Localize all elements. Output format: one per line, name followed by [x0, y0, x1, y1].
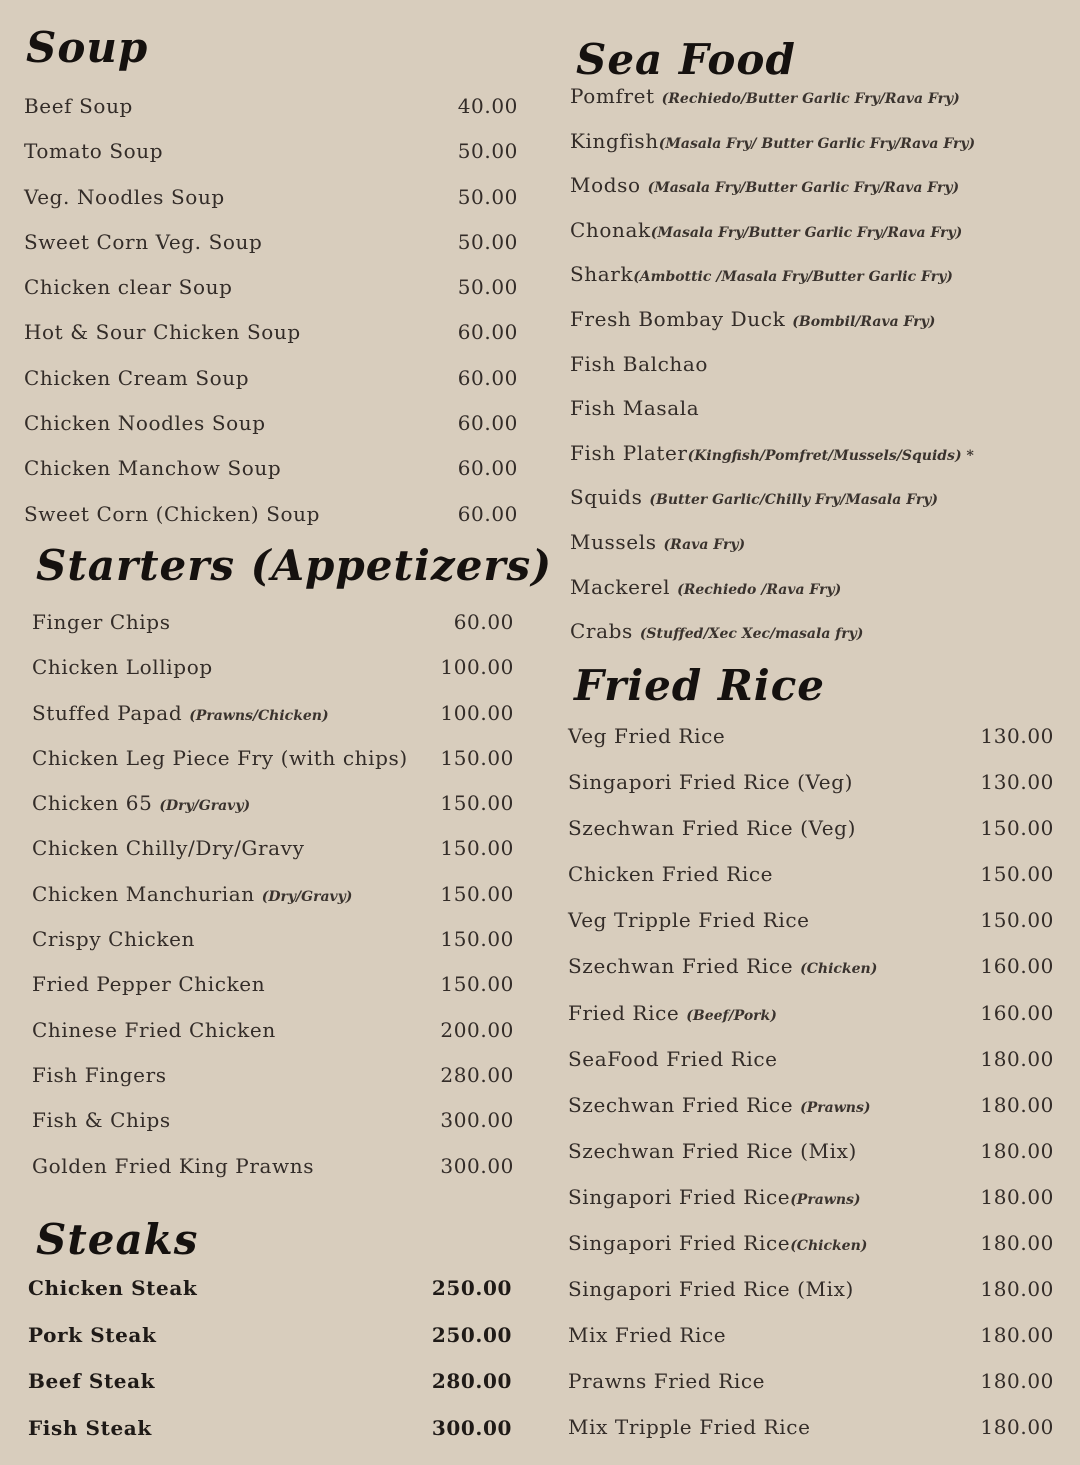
- menu-item-name: Pomfret: [570, 84, 662, 108]
- menu-item-name: Veg Tripple Fried Rice: [568, 908, 810, 933]
- menu-item-price: 60.00: [457, 456, 518, 481]
- menu-item-name: Szechwan Fried Rice: [568, 1092, 801, 1117]
- menu-item-label: [32, 972, 265, 996]
- menu-item-label: [568, 1277, 854, 1301]
- menu-item: [566, 1415, 1054, 1461]
- menu-item-name: Modso: [570, 173, 648, 198]
- menu-item-label: [32, 1154, 314, 1178]
- menu-item: [24, 1276, 524, 1323]
- menu-item-name: SeaFood Fried Rice: [568, 1046, 778, 1071]
- menu-item-note: (Chicken): [800, 961, 878, 978]
- menu-item-label: [32, 1018, 276, 1042]
- menu-item: [566, 1369, 1054, 1415]
- menu-item: [24, 701, 524, 746]
- menu-item-price: 60.00: [457, 365, 518, 390]
- menu-item: [24, 1063, 524, 1108]
- menu-item-label: [570, 173, 959, 197]
- menu-item-note: (Bombil/Rava Fry): [792, 313, 936, 330]
- menu-item-label: [568, 724, 725, 748]
- menu-item-name: Fish & Chips: [32, 1108, 171, 1133]
- menu-item-label: [28, 1369, 155, 1393]
- menu-item-note: (Rava Fry): [663, 536, 746, 553]
- menu-item: [24, 275, 524, 320]
- menu-item: [566, 441, 1054, 486]
- menu-item-name: Chicken Leg Piece Fry (with chips): [32, 745, 408, 770]
- menu-item-name: Chinese Fried Chicken: [32, 1017, 276, 1042]
- menu-item-note: (Rechiedo/Butter Garlic Fry/Rava Fry): [661, 91, 960, 107]
- menu-item-label: [24, 185, 225, 209]
- menu-item: [24, 610, 524, 655]
- menu-item-note: (Masala Fry/Butter Garlic Fry/Rava Fry): [647, 180, 960, 197]
- menu-item: [566, 173, 1054, 218]
- menu-item-name: Fried Pepper Chicken: [32, 972, 266, 997]
- menu-item-price: 40.00: [457, 94, 518, 118]
- menu-item: [566, 262, 1054, 307]
- menu-item-name: Chicken Chilly/Dry/Gravy: [32, 836, 305, 861]
- menu-item-price: 180.00: [980, 1046, 1054, 1071]
- menu-item: [566, 84, 1054, 129]
- menu-item-price: 60.00: [457, 411, 518, 436]
- menu-item-price: 150.00: [440, 972, 514, 997]
- menu-item-name: Fish Balchao: [570, 351, 709, 376]
- menu-item-name: Pork Steak: [28, 1322, 157, 1347]
- menu-item-label: [24, 230, 262, 254]
- menu-item: [24, 1018, 524, 1063]
- menu-item: [24, 791, 524, 836]
- menu-item-price: 150.00: [440, 927, 514, 952]
- menu-item: [566, 619, 1054, 664]
- menu-item: [24, 1369, 524, 1416]
- menu-item-price: 160.00: [980, 954, 1054, 979]
- seafood-section-title: Sea Food: [576, 35, 796, 84]
- menu-item-name: Tomato Soup: [24, 139, 164, 164]
- menu-item-label: [570, 530, 745, 554]
- menu-item-price: 180.00: [980, 1231, 1054, 1256]
- menu-item: [566, 530, 1054, 575]
- menu-item-name: Golden Fried King Prawns: [32, 1153, 315, 1178]
- menu-item: [566, 485, 1054, 530]
- menu-item-price: 160.00: [980, 1000, 1054, 1025]
- menu-item-name: Fried Rice: [568, 1000, 687, 1025]
- menu-item: [24, 746, 524, 791]
- menu-item-name: Shark: [570, 262, 634, 287]
- menu-item-label: [568, 1047, 778, 1071]
- menu-item-name: Chicken clear Soup: [24, 275, 233, 300]
- menu-item-label: [570, 262, 953, 286]
- menu-item: [566, 1001, 1054, 1047]
- menu-item-label: [568, 908, 810, 932]
- menu-item-name: Finger Chips: [32, 610, 171, 634]
- menu-item: [24, 94, 524, 139]
- menu-item-label: [28, 1276, 197, 1300]
- menu-item: [566, 862, 1054, 908]
- menu-item-name: Chonak: [570, 217, 651, 242]
- steaks-items: [24, 1276, 524, 1462]
- menu-item-label: [570, 485, 938, 509]
- menu-item-label: [32, 610, 171, 634]
- menu-item-note: (Prawns): [800, 1099, 871, 1116]
- menu-item: [566, 954, 1054, 1000]
- menu-item-price: 60.00: [457, 501, 518, 526]
- menu-item-price: 300.00: [431, 1415, 512, 1440]
- menu-item-name: Hot & Sour Chicken Soup: [24, 320, 301, 345]
- menu-item-label: [570, 218, 962, 242]
- menu-item-label: [570, 619, 863, 643]
- menu-item-name: Singapori Fried Rice (Veg): [568, 770, 853, 795]
- menu-item-label: [24, 94, 133, 118]
- menu-item: [566, 724, 1054, 770]
- menu-item-note: (Dry/Gravy): [261, 888, 353, 905]
- soup-section-title: Soup: [26, 23, 149, 72]
- menu-item: [566, 816, 1054, 862]
- menu-item-label: [568, 1185, 861, 1209]
- menu-item: [566, 1323, 1054, 1369]
- menu-item: [566, 908, 1054, 954]
- menu-item-name: Chicken 65: [32, 791, 160, 816]
- menu-item-note: (Kingfish/Pomfret/Mussels/Squids) *: [687, 447, 974, 464]
- menu-item-label: [24, 320, 301, 344]
- menu-item: [24, 972, 524, 1017]
- menu-item-price: 180.00: [980, 1138, 1054, 1163]
- menu-item-name: Singapori Fried Rice: [568, 1231, 791, 1256]
- menu-item-price: 180.00: [980, 1415, 1054, 1440]
- menu-item-name: Crispy Chicken: [32, 927, 195, 952]
- menu-item: [566, 1231, 1054, 1277]
- menu-item-name: Veg Fried Rice: [568, 724, 726, 748]
- menu-item-price: 280.00: [431, 1369, 512, 1393]
- starters-section-title: Starters (Appetizers): [36, 541, 553, 590]
- menu-item: [566, 1185, 1054, 1231]
- menu-item-name: Szechwan Fried Rice (Veg): [568, 816, 856, 841]
- menu-item-name: Chicken Manchurian: [32, 881, 262, 906]
- menu-item-label: [570, 352, 708, 376]
- fried-rice-items: [566, 724, 1054, 1462]
- menu-item: [24, 655, 524, 700]
- menu-item-price: 150.00: [440, 745, 514, 770]
- menu-item-label: [32, 1108, 171, 1132]
- menu-item: [566, 218, 1054, 263]
- menu-item-label: [568, 862, 773, 886]
- menu-item-label: [570, 84, 960, 108]
- menu-item-name: Mix Tripple Fried Rice: [568, 1415, 811, 1440]
- menu-item: [566, 1277, 1054, 1323]
- menu-item: [24, 1416, 524, 1463]
- menu-item-label: [32, 1063, 167, 1087]
- menu-item-name: Mackerel: [570, 574, 678, 599]
- menu-item-price: 60.00: [457, 320, 518, 345]
- soup-items: [24, 94, 524, 547]
- seafood-items: [566, 84, 1054, 664]
- menu-item-note: (Chicken): [790, 1238, 868, 1255]
- menu-item-name: Szechwan Fried Rice: [568, 954, 801, 979]
- menu-item-note: (Stuffed/Xec Xec/masala fry): [639, 626, 864, 643]
- menu-item: [566, 1047, 1054, 1093]
- menu-item: [24, 927, 524, 972]
- menu-item-name: Fish Fingers: [32, 1062, 167, 1087]
- menu-item: [566, 129, 1054, 174]
- menu-item-name: Singapori Fried Rice (Mix): [568, 1277, 854, 1302]
- menu-item-label: [568, 1231, 867, 1255]
- menu-item-label: [568, 1323, 726, 1347]
- menu-item: [24, 139, 524, 184]
- menu-item-name: Beef Soup: [24, 94, 133, 118]
- menu-item-name: Mix Fried Rice: [568, 1323, 727, 1348]
- menu-item-label: [32, 836, 304, 860]
- menu-item-note: (Butter Garlic/Chilly Fry/Masala Fry): [649, 492, 939, 509]
- menu-item: [24, 320, 524, 365]
- menu-item-price: 300.00: [440, 1153, 514, 1178]
- menu-item-label: [32, 927, 195, 951]
- menu-item-price: 150.00: [440, 836, 514, 861]
- menu-item-price: 150.00: [440, 791, 514, 816]
- menu-item-price: 180.00: [980, 1369, 1054, 1394]
- menu-item-price: 200.00: [440, 1017, 514, 1042]
- menu-item-label: [568, 770, 853, 794]
- menu-item-name: Prawns Fried Rice: [568, 1369, 766, 1394]
- menu-item-label: [28, 1416, 152, 1440]
- menu-item-label: [568, 1093, 870, 1117]
- menu-item-label: [568, 1139, 857, 1163]
- menu-item: [24, 1108, 524, 1153]
- menu-item-label: [32, 655, 213, 679]
- menu-item-name: Chicken Noodles Soup: [24, 411, 266, 436]
- menu-item-price: 60.00: [453, 610, 514, 634]
- menu-item-name: Fish Plater: [570, 440, 688, 465]
- menu-item-name: Sweet Corn (Chicken) Soup: [24, 501, 321, 526]
- menu-item-label: [570, 307, 935, 331]
- menu-item-price: 180.00: [980, 1277, 1054, 1302]
- menu-item: [24, 185, 524, 230]
- menu-item-price: 180.00: [980, 1323, 1054, 1348]
- steaks-section-title: Steaks: [36, 1215, 199, 1264]
- menu-item-note: (Rechiedo /Rava Fry): [677, 581, 842, 598]
- menu-item-note: (Masala Fry/ Butter Garlic Fry/Rava Fry): [658, 135, 976, 152]
- menu-item-label: [28, 1323, 156, 1347]
- menu-item-price: 150.00: [440, 881, 514, 906]
- menu-item: [24, 882, 524, 927]
- menu-item-price: 300.00: [440, 1108, 514, 1133]
- menu-item-label: [24, 275, 232, 299]
- menu-item: [566, 1139, 1054, 1185]
- menu-item-price: 150.00: [980, 862, 1054, 887]
- menu-item-label: [24, 411, 266, 435]
- menu-item-label: [32, 791, 250, 815]
- menu-item-label: [568, 1369, 765, 1393]
- menu-item: [24, 456, 524, 501]
- menu-item-name: Singapori Fried Rice: [568, 1184, 791, 1209]
- menu-item-label: [568, 1415, 811, 1439]
- menu-item-price: 50.00: [457, 229, 518, 254]
- menu-item-label: [24, 502, 320, 526]
- menu-item-label: [32, 746, 408, 770]
- menu-item-name: Sweet Corn Veg. Soup: [24, 229, 263, 254]
- menu-item-label: [24, 366, 249, 390]
- menu-item-price: 250.00: [431, 1276, 512, 1300]
- menu-item-price: 280.00: [440, 1062, 514, 1087]
- menu-item-name: Mussels: [570, 529, 664, 554]
- menu-item-price: 100.00: [440, 655, 514, 680]
- menu-item-price: 50.00: [457, 184, 518, 209]
- menu-item: [566, 396, 1054, 441]
- menu-item-label: [568, 816, 856, 840]
- fried-rice-section-title: Fried Rice: [574, 661, 826, 710]
- menu-item: [566, 770, 1054, 816]
- menu-item-label: [568, 954, 877, 978]
- menu-item-label: [32, 701, 329, 725]
- menu-item-price: 250.00: [431, 1322, 512, 1347]
- menu-item-name: Fresh Bombay Duck: [570, 306, 793, 331]
- menu-item-name: Chicken Fried Rice: [568, 862, 774, 887]
- menu-item-name: Chicken Cream Soup: [24, 365, 250, 390]
- menu-item: [566, 352, 1054, 397]
- menu-item-price: 50.00: [457, 275, 518, 300]
- menu-item-price: 130.00: [980, 724, 1054, 748]
- starters-items: [24, 610, 524, 1199]
- menu-item-label: [568, 1001, 777, 1025]
- menu-item-price: 150.00: [980, 816, 1054, 841]
- menu-item-note: (Ambottic /Masala Fry/Butter Garlic Fry): [633, 269, 953, 286]
- menu-item-price: 130.00: [980, 770, 1054, 795]
- menu-item-name: Beef Steak: [28, 1369, 156, 1393]
- menu-item-label: [570, 441, 974, 465]
- menu-item: [566, 307, 1054, 352]
- menu-item-label: [32, 882, 352, 906]
- menu-item-price: 50.00: [457, 139, 518, 164]
- menu-item-label: [570, 129, 975, 153]
- menu-item-label: [570, 575, 841, 599]
- menu-item-name: Szechwan Fried Rice (Mix): [568, 1138, 857, 1163]
- menu-item-price: 150.00: [980, 908, 1054, 933]
- menu-item-note: (Beef/Pork): [686, 1007, 777, 1024]
- menu-item-price: 180.00: [980, 1092, 1054, 1117]
- menu-item-name: Kingfish: [570, 128, 659, 153]
- menu-item: [24, 366, 524, 411]
- menu-item-price: 180.00: [980, 1184, 1054, 1209]
- menu-item: [24, 1154, 524, 1199]
- menu-item: [24, 1323, 524, 1370]
- menu-item: [566, 1093, 1054, 1139]
- menu-item-name: Fish Steak: [28, 1415, 152, 1440]
- menu-item-note: (Prawns/Chicken): [189, 707, 329, 724]
- menu-item-name: Fish Masala: [570, 396, 700, 421]
- menu-item-label: [24, 456, 281, 480]
- menu-item-note: (Prawns): [790, 1191, 861, 1208]
- menu-item: [24, 836, 524, 881]
- menu-item: [24, 230, 524, 275]
- menu-item-label: [24, 139, 163, 163]
- menu-item-note: (Masala Fry/Butter Garlic Fry/Rava Fry): [650, 224, 963, 241]
- menu-item-name: Chicken Manchow Soup: [24, 456, 282, 481]
- menu-item: [566, 575, 1054, 620]
- menu-item-name: Stuffed Papad: [32, 700, 190, 725]
- menu-item-name: Crabs: [570, 619, 640, 644]
- menu-item-name: Chicken Lollipop: [32, 655, 213, 680]
- menu-item: [24, 411, 524, 456]
- menu-item-note: (Dry/Gravy): [159, 798, 251, 815]
- menu-item-name: Chicken Steak: [28, 1276, 198, 1300]
- menu-item-price: 100.00: [440, 700, 514, 725]
- menu-item-name: Squids: [570, 485, 650, 510]
- menu-item-name: Veg. Noodles Soup: [24, 184, 225, 209]
- menu-item-label: [570, 396, 699, 420]
